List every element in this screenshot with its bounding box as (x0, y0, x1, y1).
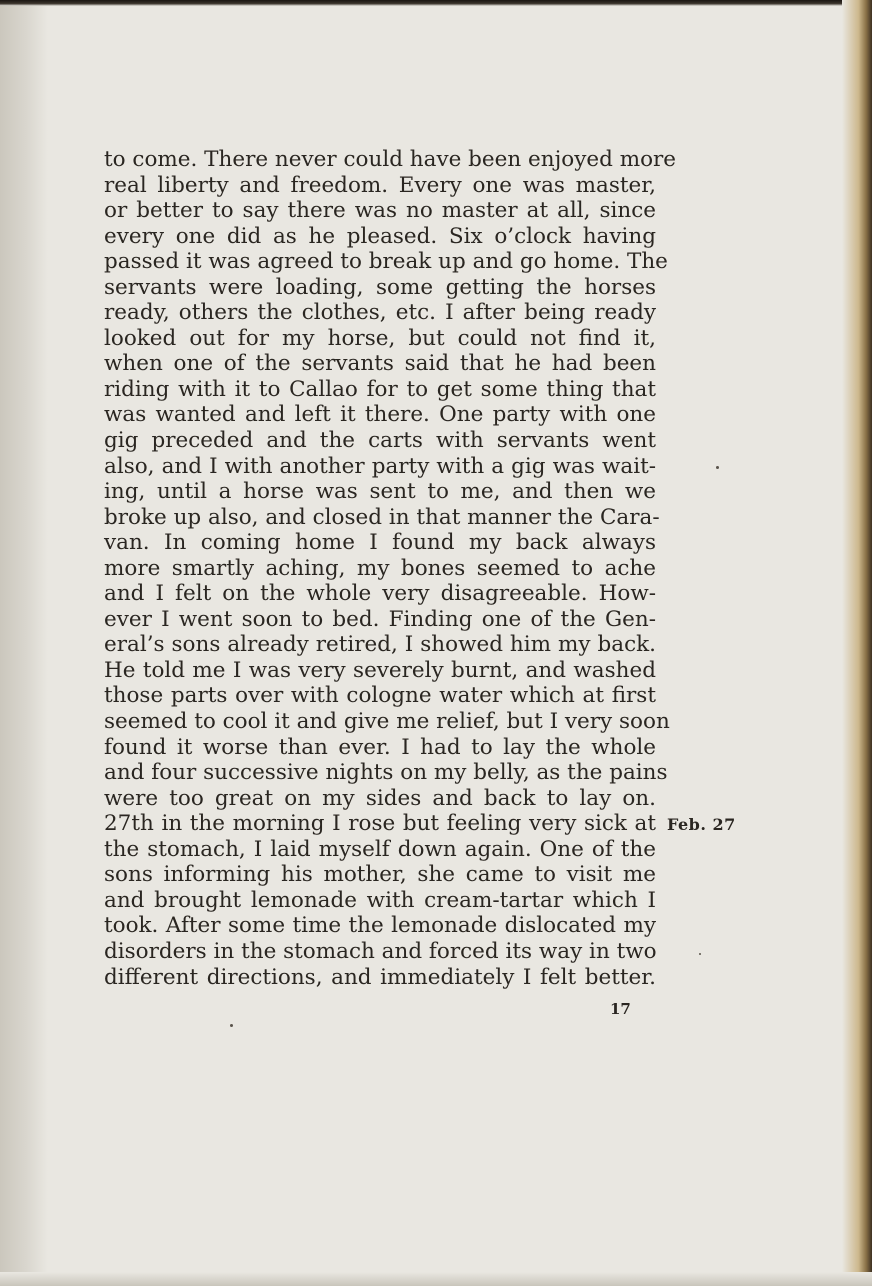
text-line: took. After some time the lemonade dislocated my (104, 913, 656, 939)
text-line: passed it was agreed to break up and go home. The (104, 249, 668, 275)
text-line: eral’s sons already retired, I showed him my back. (104, 632, 656, 658)
text-line: and four successive nights on my belly, as the pains (104, 760, 668, 786)
text-line: every one did as he pleased. Six o’clock having (104, 223, 656, 249)
text-line: also, and I with another party with a gig was wait- (104, 453, 656, 479)
text-line: looked out for my horse, but could not find it, (104, 325, 656, 351)
text-line: were too great on my sides and back to lay on. (104, 785, 656, 811)
margin-date-note: Feb. 27 (667, 815, 736, 834)
text-line: gig preceded and the carts with servants went (104, 428, 656, 454)
paper-speck (699, 953, 701, 955)
text-line: to come. There never could have been enjoyed more (104, 147, 677, 172)
paper-speck (230, 1024, 233, 1027)
text-line: broke up also, and closed in that manner the Cara- (104, 504, 660, 530)
text-line: sons informing his mother, she came to visit me (104, 862, 656, 888)
text-line: ing, until a horse was sent to me, and then we (104, 479, 656, 505)
page-number: 17 (610, 1000, 631, 1018)
text-line: the stomach, I laid myself down again. One of the (104, 836, 656, 862)
body-text (104, 147, 677, 990)
page-right-edge (842, 0, 872, 1286)
text-line: ready, others the clothes, etc. I after being ready (104, 300, 656, 326)
text-line: He told me I was very severely burnt, and washed (104, 657, 656, 683)
text-line: disorders in the stomach and forced its way in two (104, 938, 657, 964)
text-line: seemed to cool it and give me relief, but I very soon (104, 709, 670, 735)
text-line: real liberty and freedom. Every one was master, (104, 172, 656, 198)
page-bottom-edge (0, 1272, 872, 1286)
paper-speck (716, 466, 719, 469)
text-line: 27th in the morning I rose but feeling very sick at (104, 811, 656, 837)
text-line: those parts over with cologne water which at first (104, 683, 656, 709)
text-line: riding with it to Callao for to get some thing that (104, 376, 656, 402)
text-line: ever I went soon to bed. Finding one of the Gen- (104, 606, 656, 632)
page-top-edge (0, 0, 872, 6)
text-line: and brought lemonade with cream-tartar which I (104, 887, 656, 913)
text-line: more smartly aching, my bones seemed to ache (104, 555, 656, 581)
text-line: or better to say there was no master at all, since (104, 198, 656, 224)
text-line: was wanted and left it there. One party with one (104, 402, 656, 428)
text-line: servants were loading, some getting the horses (104, 274, 656, 300)
text-line: van. In coming home I found my back always (104, 530, 656, 556)
text-line: found it worse than ever. I had to lay the whole (104, 734, 656, 760)
text-line: different directions, and immediately I felt better. (104, 964, 656, 990)
text-line: when one of the servants said that he had been (104, 351, 656, 377)
page-gutter-shadow (0, 0, 48, 1286)
text-line: and I felt on the whole very disagreeable. How- (104, 581, 656, 607)
